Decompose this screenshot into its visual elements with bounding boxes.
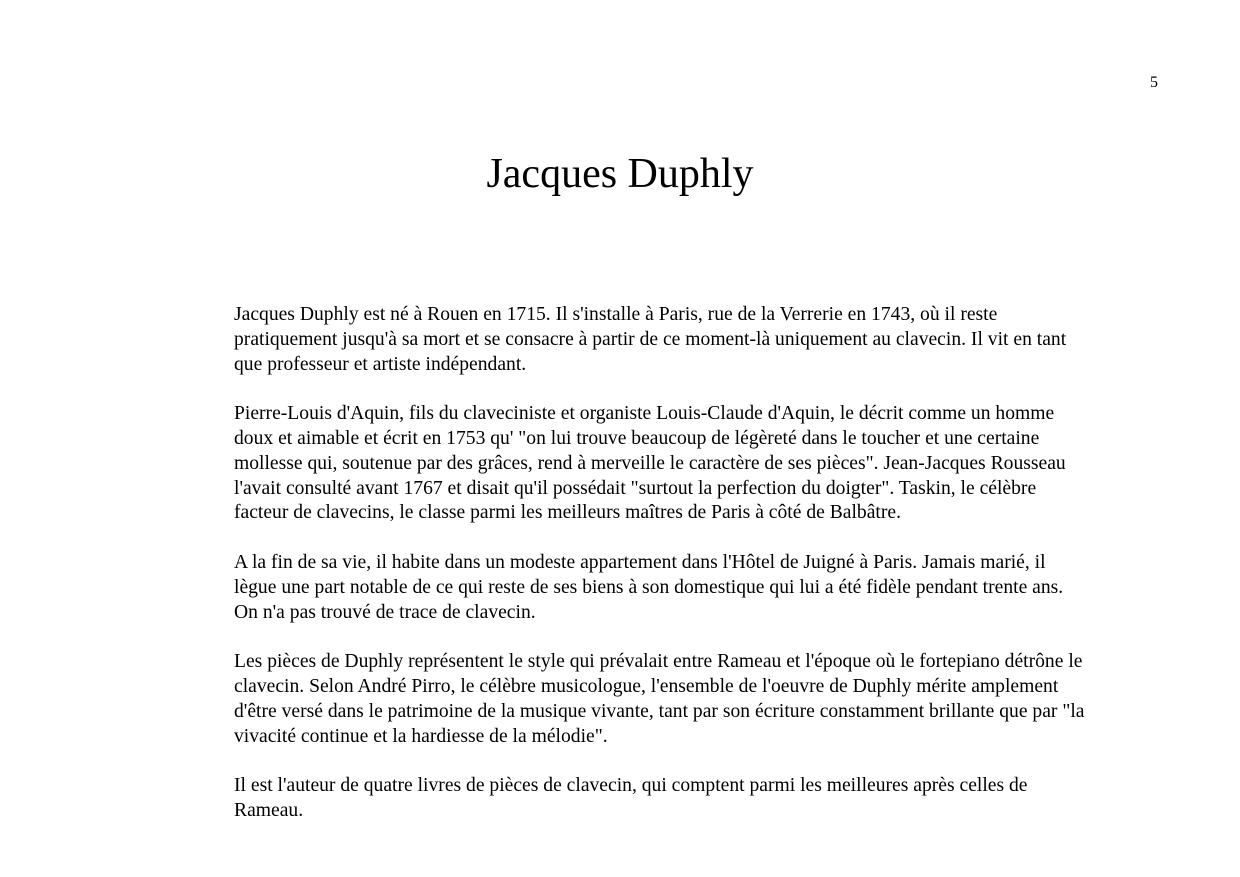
paragraph-biography-intro: Jacques Duphly est né à Rouen en 1715. Il s'installe à Paris, rue de la Verrerie en 1743, où il reste pratiquement jusqu'à sa mort et se consacre à partir de ce moment-là uniquement au clavecin. Il vit en tant que professeur et artiste indépendant.: [234, 304, 1067, 375]
page-number: 5: [1150, 74, 1158, 91]
document-body: [234, 303, 1086, 849]
page-title: Jacques Duphly: [486, 151, 754, 197]
paragraph-contemporary-accounts: Pierre-Louis d'Aquin, fils du claveciniste et organiste Louis-Claude d'Aquin, le décrit comme un homme doux et aimable et écrit en 1753 qu' "on lui trouve beaucoup de légèreté dans le toucher et une certaine mollesse qui, soutenue par des grâces, rend à merveille le caractère de ses pièces". Jean-Jacques Rousseau l'avait consulté avant 1767 et disait qu'il possédait "surtout la perfection du doigter". Taskin, le célèbre facteur de clavecins, le classe parmi les meilleurs maîtres de Paris à côté de Balbâtre.: [234, 403, 1066, 524]
paragraph-works: Il est l'auteur de quatre livres de pièces de clavecin, qui comptent parmi les meilleures après celles de Rameau.: [234, 775, 1028, 821]
paragraph-musical-style: Les pièces de Duphly représentent le style qui prévalait entre Rameau et l'époque où le fortepiano détrône le clavecin. Selon André Pirro, le célèbre musicologue, l'ensemble de l'oeuvre de Duphly mérite amplement d'être versé dans le patrimoine de la musique vivante, tant par son écriture constamment brillante que par "la vivacité continue et la hardiesse de la mélodie".: [234, 651, 1085, 747]
paragraph-end-of-life: A la fin de sa vie, il habite dans un modeste appartement dans l'Hôtel de Juigné à Paris. Jamais marié, il lègue une part notable de ce qui reste de ses biens à son domestique qui lui a été fidèle pendant trente ans. On n'a pas trouvé de trace de clavecin.: [234, 551, 1064, 623]
